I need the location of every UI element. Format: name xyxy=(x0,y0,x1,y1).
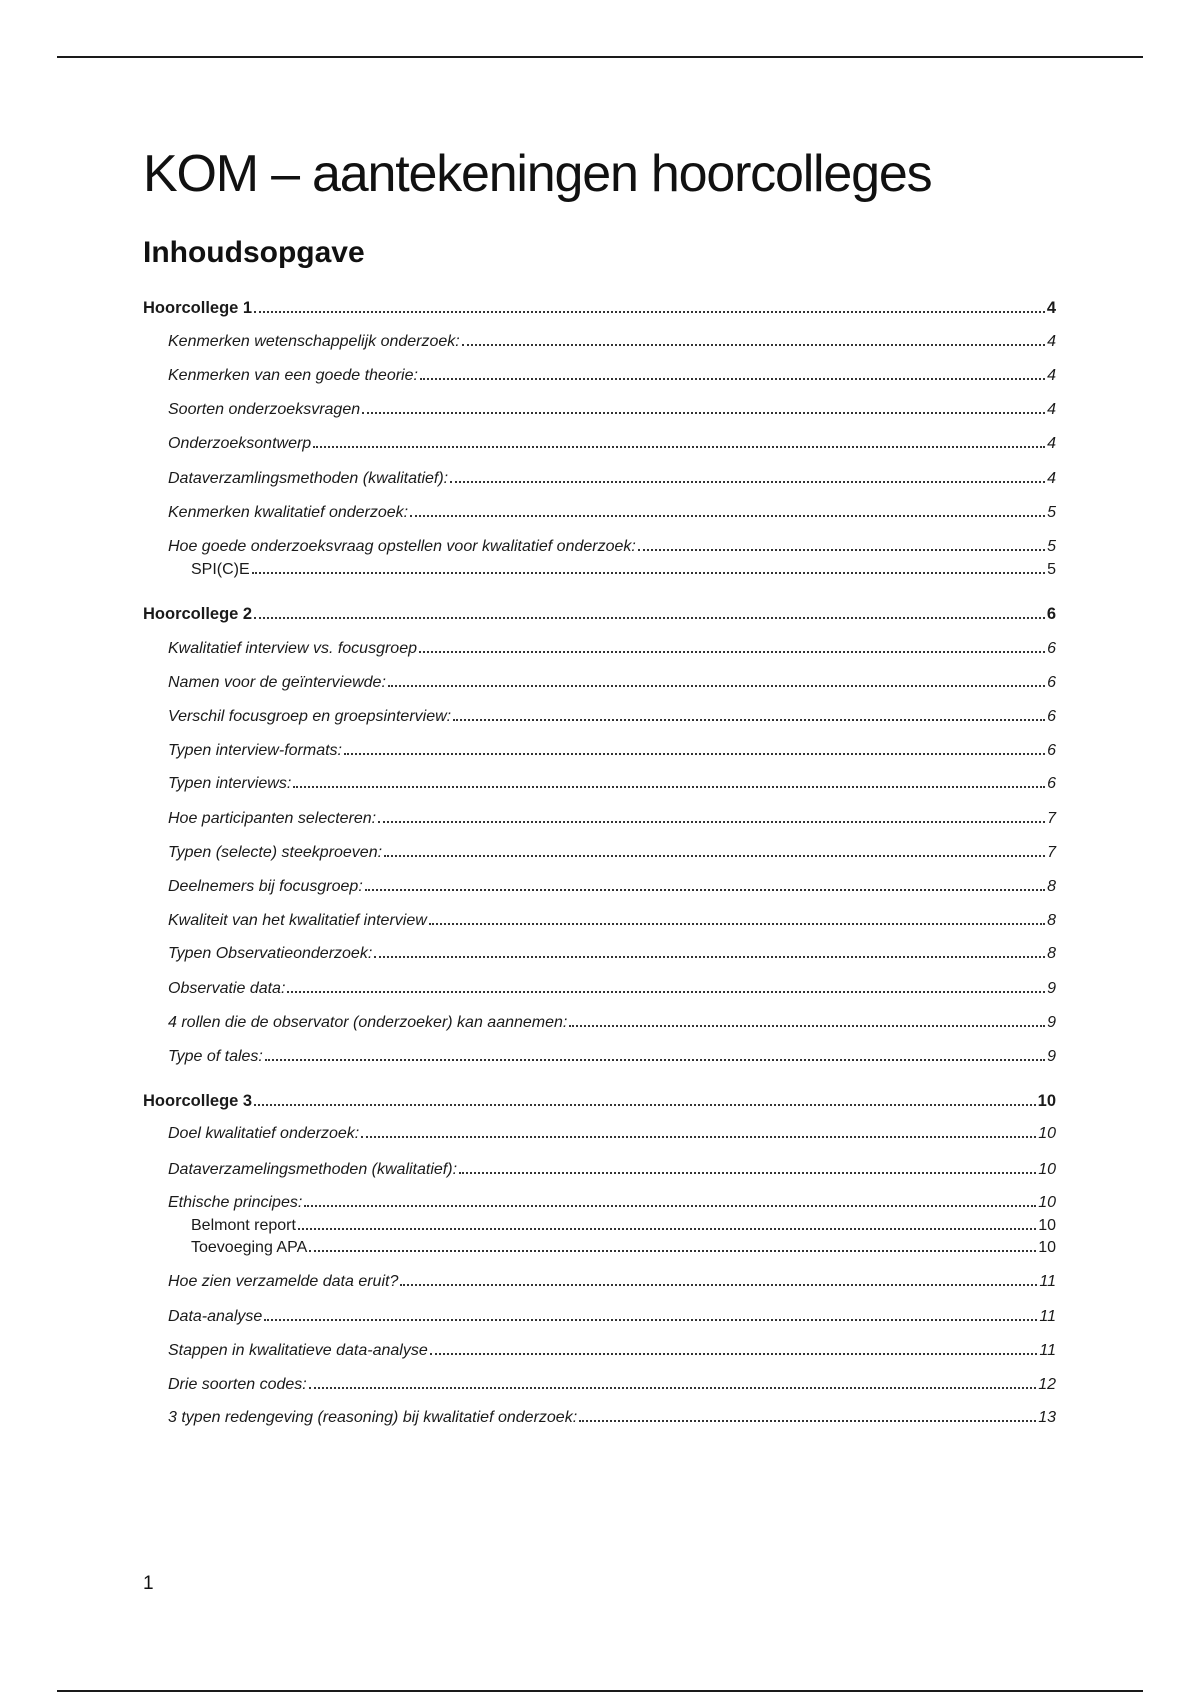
toc-entry-label: 4 rollen die de observator (onderzoeker) kan aannemen: xyxy=(168,1014,568,1031)
toc-section-entry[interactable] xyxy=(143,298,1056,318)
dot-leader xyxy=(287,991,1045,993)
dot-leader xyxy=(313,446,1045,448)
dot-leader xyxy=(410,515,1045,517)
toc-subentry[interactable] xyxy=(191,1216,1056,1236)
dot-leader xyxy=(569,1025,1045,1027)
dot-leader xyxy=(361,1136,1036,1138)
toc-entry-label: Hoe goede onderzoeksvraag opstellen voor kwalitatief onderzoek: xyxy=(168,538,636,555)
toc-subentry[interactable] xyxy=(191,560,1056,580)
toc-page-number: 11 xyxy=(1039,1342,1056,1359)
toc-entry[interactable] xyxy=(168,400,1056,420)
dot-leader xyxy=(362,412,1045,414)
toc-page-number: 9 xyxy=(1047,1048,1056,1065)
toc-entry-label: Typen (selecte) steekproeven: xyxy=(168,844,383,861)
toc-entry[interactable] xyxy=(168,537,1056,557)
page-number: 1 xyxy=(143,1573,154,1594)
dot-leader xyxy=(459,1172,1036,1174)
toc-entry-label: Namen voor de geïnterviewde: xyxy=(168,674,386,691)
toc-entry-label: Verschil focusgroep en groepsinterview: xyxy=(168,708,452,725)
toc-page-number: 5 xyxy=(1047,538,1056,555)
dot-leader xyxy=(252,572,1045,574)
toc-entry-label: Hoorcollege 2 xyxy=(143,605,253,623)
toc-page-number: 5 xyxy=(1047,561,1056,578)
toc-page-number: 4 xyxy=(1047,470,1056,487)
dot-leader xyxy=(309,1250,1036,1252)
toc-entry-label: Dataverzamelingsmethoden (kwalitatief): xyxy=(168,1161,458,1178)
toc-entry[interactable] xyxy=(168,809,1056,829)
toc-page-number: 10 xyxy=(1037,1092,1056,1110)
dot-leader xyxy=(293,786,1045,788)
toc-subentry[interactable] xyxy=(191,1238,1056,1258)
dot-leader xyxy=(298,1228,1036,1230)
toc-entry[interactable] xyxy=(168,469,1056,489)
dot-leader xyxy=(378,821,1045,823)
toc-page-number: 4 xyxy=(1046,299,1056,317)
toc-page-number: 10 xyxy=(1038,1217,1056,1234)
dot-leader xyxy=(419,651,1045,653)
toc-entry-label: Dataverzamlingsmethoden (kwalitatief): xyxy=(168,470,449,487)
bottom-rule xyxy=(57,1690,1143,1692)
table-of-contents xyxy=(143,0,1056,1600)
dot-leader xyxy=(254,617,1045,619)
dot-leader xyxy=(265,1059,1045,1061)
dot-leader xyxy=(453,719,1045,721)
dot-leader xyxy=(344,753,1045,755)
toc-entry[interactable] xyxy=(168,707,1056,727)
dot-leader xyxy=(462,344,1045,346)
dot-leader xyxy=(429,923,1045,925)
toc-entry-label: Hoorcollege 3 xyxy=(143,1092,253,1110)
toc-entry[interactable] xyxy=(168,1272,1056,1292)
toc-page-number: 6 xyxy=(1047,775,1056,792)
dot-leader xyxy=(365,889,1045,891)
toc-entry[interactable] xyxy=(168,1193,1056,1213)
toc-page-number: 4 xyxy=(1047,401,1056,418)
toc-entry-label: Stappen in kwalitatieve data-analyse xyxy=(168,1342,428,1359)
toc-page-number: 10 xyxy=(1038,1194,1056,1211)
dot-leader xyxy=(304,1205,1036,1207)
toc-page-number: 9 xyxy=(1047,980,1056,997)
toc-page-number: 4 xyxy=(1047,435,1056,452)
toc-entry[interactable] xyxy=(168,774,1056,794)
toc-page-number: 10 xyxy=(1038,1125,1056,1142)
dot-leader xyxy=(254,311,1045,313)
toc-page-number: 8 xyxy=(1047,878,1056,895)
toc-entry-label: Typen Observatieonderzoek: xyxy=(168,945,373,962)
toc-entry[interactable] xyxy=(168,944,1056,964)
toc-page-number: 6 xyxy=(1047,708,1056,725)
toc-entry[interactable] xyxy=(168,434,1056,454)
toc-entry[interactable] xyxy=(168,1047,1056,1067)
dot-leader xyxy=(309,1387,1036,1389)
toc-entry[interactable] xyxy=(168,673,1056,693)
toc-entry-label: Kenmerken van een goede theorie: xyxy=(168,367,418,384)
dot-leader xyxy=(450,481,1045,483)
toc-entry[interactable] xyxy=(168,1160,1056,1180)
toc-entry-label: Onderzoeksontwerp xyxy=(168,435,312,452)
toc-entry-label: Drie soorten codes: xyxy=(168,1376,307,1393)
document-title: KOM – aantekeningen hoorcolleges xyxy=(143,145,932,203)
toc-entry-label: Hoorcollege 1 xyxy=(143,299,253,317)
toc-entry-label: 3 typen redengeving (reasoning) bij kwalitatief onderzoek: xyxy=(168,1409,578,1426)
toc-entry[interactable] xyxy=(168,1307,1056,1327)
toc-entry[interactable] xyxy=(168,741,1056,761)
toc-section-entry[interactable] xyxy=(143,604,1056,624)
toc-entry-label: Hoe participanten selecteren: xyxy=(168,810,377,827)
toc-entry-label: Ethische principes: xyxy=(168,1194,303,1211)
toc-page-number: 11 xyxy=(1039,1308,1056,1325)
toc-entry-label: Type of tales: xyxy=(168,1048,263,1065)
toc-entry-label: Typen interviews: xyxy=(168,775,292,792)
toc-entry-label: Data-analyse xyxy=(168,1308,263,1325)
toc-entry[interactable] xyxy=(168,1013,1056,1033)
toc-page-number: 9 xyxy=(1047,1014,1056,1031)
dot-leader xyxy=(420,378,1045,380)
dot-leader xyxy=(388,685,1045,687)
dot-leader xyxy=(254,1104,1036,1106)
toc-entry[interactable] xyxy=(168,877,1056,897)
toc-page-number: 6 xyxy=(1047,742,1056,759)
toc-page-number: 10 xyxy=(1038,1239,1056,1256)
toc-page-number: 7 xyxy=(1047,810,1056,827)
toc-page-number: 10 xyxy=(1038,1161,1056,1178)
toc-page-number: 8 xyxy=(1047,912,1056,929)
dot-leader xyxy=(264,1319,1037,1321)
toc-entry-label: SPI(C)E xyxy=(191,561,250,578)
toc-entry-label: Kwalitatief interview vs. focusgroep xyxy=(168,640,417,657)
toc-page-number: 5 xyxy=(1047,504,1056,521)
dot-leader xyxy=(374,956,1045,958)
toc-page-number: 6 xyxy=(1047,640,1056,657)
toc-page-number: 6 xyxy=(1047,674,1056,691)
toc-page-number: 8 xyxy=(1047,945,1056,962)
toc-entry[interactable] xyxy=(168,332,1056,352)
toc-entry-label: Toevoeging APA xyxy=(191,1239,308,1256)
toc-entry[interactable] xyxy=(168,639,1056,659)
toc-entry-label: Kenmerken wetenschappelijk onderzoek: xyxy=(168,333,460,350)
toc-entry[interactable] xyxy=(168,503,1056,523)
dot-leader xyxy=(579,1420,1036,1422)
toc-entry[interactable] xyxy=(168,979,1056,999)
toc-entry-label: Deelnemers bij focusgroep: xyxy=(168,878,363,895)
dot-leader xyxy=(400,1284,1037,1286)
toc-entry-label: Kenmerken kwalitatief onderzoek: xyxy=(168,504,409,521)
toc-page-number: 11 xyxy=(1039,1273,1056,1290)
toc-page-number: 7 xyxy=(1047,844,1056,861)
toc-entry-label: Belmont report xyxy=(191,1217,296,1234)
toc-entry[interactable] xyxy=(168,911,1056,931)
dot-leader xyxy=(638,549,1045,551)
toc-entry-label: Doel kwalitatief onderzoek: xyxy=(168,1125,360,1142)
toc-entry-label: Typen interview-formats: xyxy=(168,742,342,759)
toc-entry-label: Soorten onderzoeksvragen xyxy=(168,401,361,418)
toc-page-number: 4 xyxy=(1047,333,1056,350)
toc-page-number: 6 xyxy=(1046,605,1056,623)
toc-entry[interactable] xyxy=(168,1341,1056,1361)
toc-entry-label: Observatie data: xyxy=(168,980,286,997)
toc-page-number: 13 xyxy=(1038,1409,1056,1426)
toc-section-entry[interactable] xyxy=(143,1091,1056,1111)
toc-entry[interactable] xyxy=(168,843,1056,863)
toc-heading: Inhoudsopgave xyxy=(143,236,365,269)
toc-page-number: 4 xyxy=(1047,367,1056,384)
toc-entry[interactable] xyxy=(168,366,1056,386)
toc-page-number: 12 xyxy=(1038,1376,1056,1393)
dot-leader xyxy=(384,855,1045,857)
dot-leader xyxy=(430,1353,1038,1355)
toc-entry-label: Kwaliteit van het kwalitatief interview xyxy=(168,912,427,929)
toc-entry[interactable] xyxy=(168,1375,1056,1395)
toc-entry-label: Hoe zien verzamelde data eruit? xyxy=(168,1273,399,1290)
toc-entry[interactable] xyxy=(168,1408,1056,1428)
toc-entry[interactable] xyxy=(168,1124,1056,1144)
